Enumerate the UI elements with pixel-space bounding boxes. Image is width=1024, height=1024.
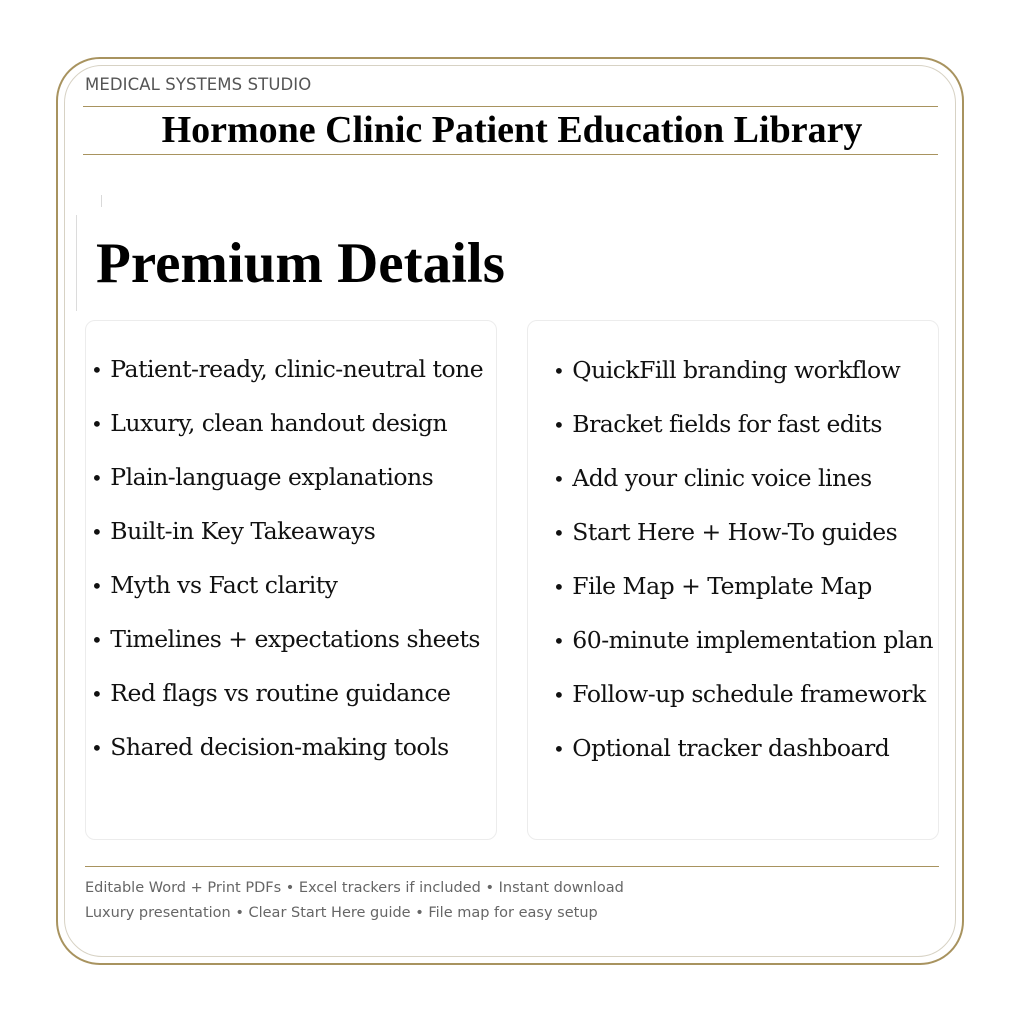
footer-line-2: Luxury presentation • Clear Start Here guide • File map for easy setup [85, 905, 598, 921]
feature-text: Red flags vs routine guidance [110, 679, 451, 707]
feature-item [91, 348, 496, 402]
feature-item [553, 565, 938, 619]
feature-item [553, 511, 938, 565]
bullet: • [553, 683, 565, 707]
features-list-left [91, 348, 496, 780]
bullet: • [553, 629, 565, 653]
feature-text: Timelines + expectations sheets [110, 625, 480, 653]
footer-line-1: Editable Word + Print PDFs • Excel trackers if included • Instant download [85, 880, 624, 896]
feature-item [91, 510, 496, 564]
bullet: • [553, 467, 565, 491]
library-title: Hormone Clinic Patient Education Library [161, 109, 863, 151]
section-heading: Premium Details [96, 232, 505, 295]
feature-item [553, 673, 938, 727]
features-card-left [85, 320, 497, 840]
feature-text: File Map + Template Map [572, 572, 872, 600]
bullet: • [91, 412, 103, 436]
bullet: • [553, 413, 565, 437]
feature-text: Follow-up schedule framework [572, 680, 926, 708]
feature-item [91, 726, 496, 780]
feature-text: Luxury, clean handout design [110, 409, 448, 437]
feature-text: Start Here + How-To guides [572, 518, 898, 546]
feature-item [91, 564, 496, 618]
bullet: • [553, 521, 565, 545]
bullet: • [91, 736, 103, 760]
bullet: • [91, 358, 103, 382]
feature-text: Shared decision-making tools [110, 733, 449, 761]
feature-text: Built-in Key Takeaways [110, 517, 376, 545]
bullet: • [91, 682, 103, 706]
brand-label: MEDICAL SYSTEMS STUDIO [85, 75, 312, 94]
bullet: • [553, 575, 565, 599]
header-bottom-rule [83, 154, 938, 155]
feature-item [91, 456, 496, 510]
bullet: • [91, 628, 103, 652]
bullet: • [553, 737, 565, 761]
feature-item [91, 402, 496, 456]
feature-item [553, 619, 938, 673]
feature-text: Patient-ready, clinic-neutral tone [110, 355, 484, 383]
bullet: • [91, 574, 103, 598]
bullet: • [553, 359, 565, 383]
footer-rule [85, 866, 939, 867]
feature-text: QuickFill branding workflow [572, 356, 901, 384]
feature-text: 60-minute implementation plan [572, 626, 933, 654]
bullet: • [91, 466, 103, 490]
feature-item [553, 727, 938, 781]
feature-text: Optional tracker dashboard [572, 734, 890, 762]
feature-text: Myth vs Fact clarity [110, 571, 338, 599]
features-list-right [553, 349, 938, 781]
feature-item [553, 349, 938, 403]
feature-text: Bracket fields for fast edits [572, 410, 882, 438]
feature-item [553, 457, 938, 511]
features-card-right [527, 320, 939, 840]
decorative-tick [101, 195, 102, 207]
feature-item [553, 403, 938, 457]
feature-text: Plain-language explanations [110, 463, 434, 491]
bullet: • [91, 520, 103, 544]
decorative-vertical-line [76, 215, 77, 311]
feature-text: Add your clinic voice lines [572, 464, 872, 492]
feature-item [91, 672, 496, 726]
feature-item [91, 618, 496, 672]
